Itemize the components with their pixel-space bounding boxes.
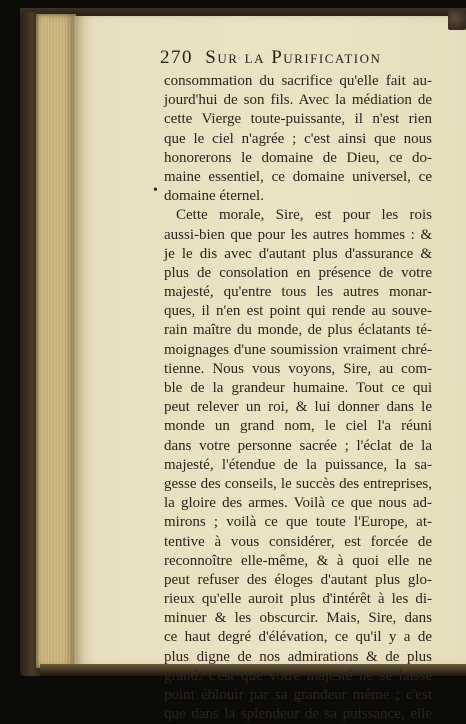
text-line: maine essentiel, ce domaine universel, ce (164, 168, 432, 185)
text-line: domaine éternel. (164, 188, 264, 205)
text-line: mirons ; voilà ce que toute l'Europe, at- (164, 514, 432, 531)
text-line: point éblouir par sa grandeur même ; c'est (164, 687, 432, 703)
text-line: reconnoître elle-même, & à quoi elle ne (164, 552, 432, 569)
text-line: majesté, qu'entre tous les autres monar- (164, 284, 432, 301)
running-head: Sur la Purification (205, 47, 382, 68)
page-header (160, 47, 460, 69)
text-line: moignages d'une soumission vraiment chré- (164, 341, 432, 358)
text-line: grand, c'est que votre majesté ne se laisse (164, 667, 432, 684)
text-line: consommation du sacrifice qu'elle fait au- (164, 73, 432, 89)
page-edges (36, 14, 76, 668)
text-line: ce haut degré d'élévation, ce qu'il y a de (164, 629, 432, 646)
text-line: aussi-bien que pour les autres hommes : & (164, 226, 432, 243)
text-line: monde un grand nom, le ciel l'a réuni (164, 418, 432, 435)
text-line: jourd'hui de son fils. Avec la médiation de (164, 92, 432, 109)
body-text (164, 72, 432, 724)
ribbon-marker (448, 10, 466, 30)
page-number: 270 (160, 47, 193, 68)
text-line: ble de la grandeur humaine. Tout ce qui (164, 380, 432, 396)
text-line: tienne. Nous vous voyons, Sire, au com- (164, 360, 432, 377)
text-line: plus de consolation en présence de votre (164, 264, 432, 281)
text-line: que dans la splendeur de sa puissance, elle (164, 706, 432, 723)
text-line: peut refuser des éloges d'autant plus glo- (164, 571, 432, 588)
text-line: honorerons le domaine de Dieu, ce do- (164, 149, 432, 166)
text-line: rain maître du monde, de plus éclatants té- (164, 322, 432, 339)
text-line: peut relever un roi, & lui donner dans le (164, 399, 432, 416)
text-line: rieux qu'elle auroit plus d'intérêt à les di- (164, 591, 432, 608)
text-line: je le dis avec d'autant plus d'assurance & (164, 245, 432, 262)
text-line: ques, il n'en est point qui rende au souve- (164, 303, 432, 320)
text-line: dans votre personne sacrée ; l'éclat de la (164, 437, 432, 454)
text-line: majesté, l'étendue de la puissance, la sa- (164, 456, 432, 473)
text-line: que le ciel n'agrée ; c'est ainsi que nous (164, 130, 432, 147)
text-line: la gloire des armes. Voilà ce que nous ad- (164, 495, 432, 512)
text-line: tentive à vous considérer, est forcée de (164, 533, 432, 550)
text-line: Cette morale, Sire, est pour les rois (176, 207, 432, 224)
text-line: minuer & les obscurcir. Mais, Sire, dans (164, 610, 432, 627)
paragraph-mark: • (153, 183, 158, 198)
text-line: gesse des conseils, le succès des entreprises, (164, 475, 432, 492)
text-line: plus digne de nos admirations & de plus (164, 648, 432, 665)
text-line: cette Vierge toute-puissante, il n'est rien (164, 111, 432, 128)
